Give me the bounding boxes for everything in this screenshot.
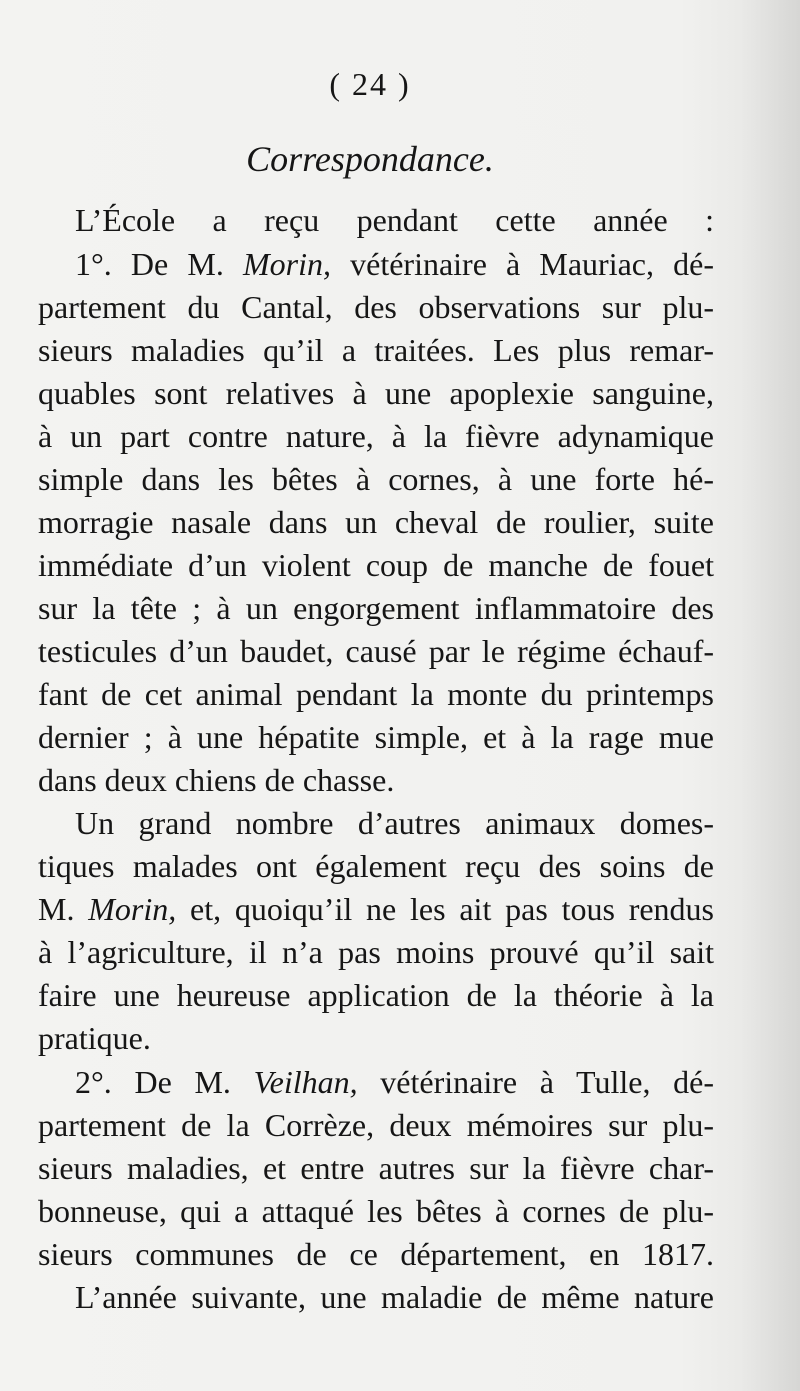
text-span: Un grand nombre d’autres animaux domes- [75, 805, 714, 841]
page-edge-shadow [740, 0, 800, 1391]
text-line-15 [75, 801, 714, 845]
proper-name: Morin, [242, 246, 331, 282]
text-line-18 [38, 930, 714, 974]
text-line-2 [75, 242, 714, 286]
text-span: partement de la Corrèze, deux mémoires sur plu- [38, 1107, 714, 1143]
text-line-23 [38, 1146, 714, 1190]
text-span: sur la tête ; à un engorgement inflammatoire des [38, 590, 714, 626]
text-line-1 [75, 198, 714, 242]
text-line-6 [38, 414, 714, 458]
text-span: partement du Cantal, des observations sur plu- [38, 289, 714, 325]
text-span: faire une heureuse application de la théorie à la [38, 977, 714, 1013]
text-span: et, quoiqu’il ne les ait pas tous rendus [176, 891, 714, 927]
text-span: à un part contre nature, à la fièvre adynamique [38, 418, 714, 454]
text-line-17 [38, 887, 714, 931]
text-line-26 [75, 1275, 714, 1319]
proper-name: Morin, [88, 891, 177, 927]
text-span: à l’agriculture, il n’a pas moins prouvé qu’il sait [38, 934, 714, 970]
text-line-8 [38, 500, 714, 544]
text-span: vétérinaire à Tulle, dé- [357, 1064, 714, 1100]
text-span: tiques malades ont également reçu des soins de [38, 848, 714, 884]
text-span: pratique. [38, 1020, 151, 1056]
text-span: 2°. De M. [75, 1064, 254, 1100]
text-line-7 [38, 457, 714, 501]
text-span: quables sont relatives à une apoplexie sanguine, [38, 375, 714, 411]
text-line-5 [38, 371, 714, 415]
text-span: bonneuse, qui a attaqué les bêtes à cornes de plu- [38, 1193, 714, 1229]
text-span: testicules d’un baudet, causé par le régime échauf- [38, 633, 714, 669]
text-span: L’École a reçu pendant cette année : [75, 202, 714, 238]
section-title: Correspondance. [246, 139, 494, 179]
text-line-3 [38, 285, 714, 329]
page-number: ( 24 ) [329, 66, 411, 102]
text-span: dernier ; à une hépatite simple, et à la rage mue [38, 719, 714, 755]
text-line-22 [38, 1103, 714, 1147]
text-span: sieurs maladies qu’il a traitées. Les plus remar- [38, 332, 714, 368]
text-span: 1°. De M. [75, 246, 243, 282]
text-span: vétérinaire à Mauriac, dé- [330, 246, 714, 282]
text-line-25 [38, 1232, 714, 1276]
text-line-21 [75, 1060, 714, 1104]
text-line-16 [38, 844, 714, 888]
proper-name: Veilhan, [253, 1064, 358, 1100]
text-line-4 [38, 328, 714, 372]
text-span: simple dans les bêtes à cornes, à une forte hé- [38, 461, 714, 497]
text-span: dans deux chiens de chasse. [38, 762, 395, 798]
text-line-12 [38, 672, 714, 716]
text-span: morragie nasale dans un cheval de roulier, suite [38, 504, 714, 540]
text-line-10 [38, 586, 714, 630]
text-span: M. [38, 891, 89, 927]
text-line-20 [38, 1016, 714, 1060]
text-line-9 [38, 543, 714, 587]
text-span: sieurs communes de ce département, en 1817. [38, 1236, 714, 1272]
text-line-14 [38, 758, 714, 802]
text-span: fant de cet animal pendant la monte du printemps [38, 676, 714, 712]
text-line-11 [38, 629, 714, 673]
text-span: immédiate d’un violent coup de manche de fouet [38, 547, 714, 583]
text-line-13 [38, 715, 714, 759]
text-span: L’année suivante, une maladie de même nature [75, 1279, 714, 1315]
text-span: sieurs maladies, et entre autres sur la fièvre char- [38, 1150, 714, 1186]
text-line-19 [38, 973, 714, 1017]
text-line-24 [38, 1189, 714, 1233]
